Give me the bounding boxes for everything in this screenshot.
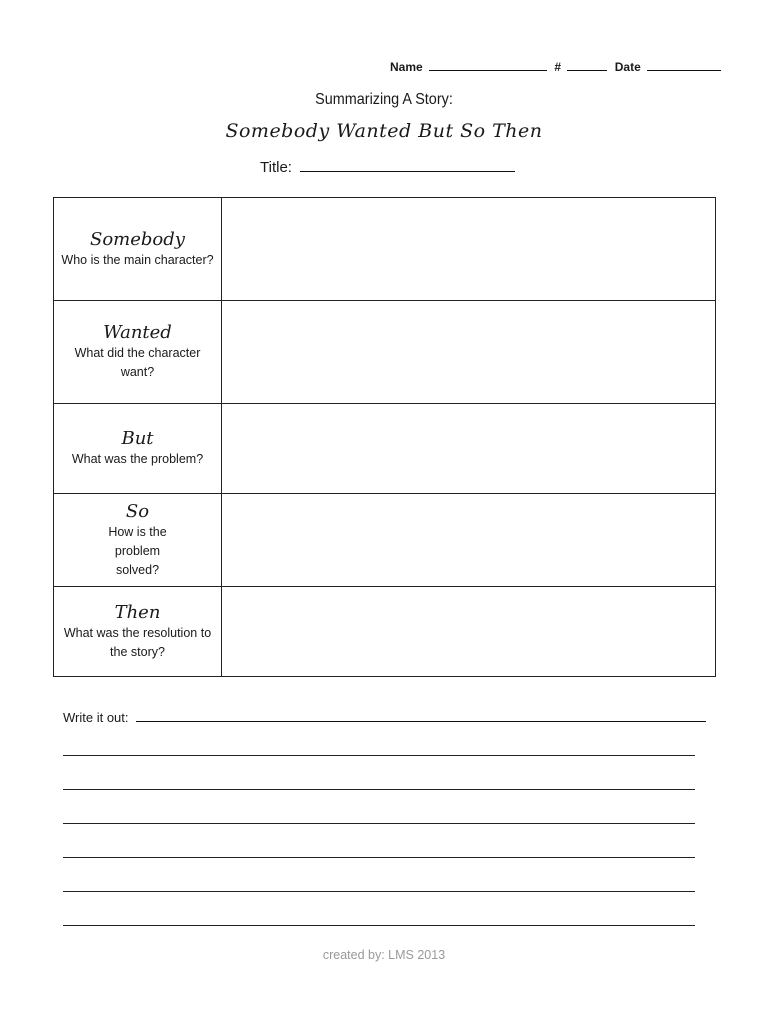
table-row (54, 301, 716, 404)
name-field[interactable] (429, 59, 547, 71)
table-row (54, 587, 716, 677)
row-question: What was the problem? (71, 452, 204, 466)
page-heading: Summarizing A Story: (315, 91, 453, 108)
answer-cell-so[interactable] (222, 494, 716, 587)
row-question: What was the resolution to the story? (63, 625, 212, 659)
row-question: How is the problem solved? (108, 524, 167, 577)
label-cell-somebody (54, 198, 222, 301)
row-script-label: So (125, 500, 150, 522)
writing-line[interactable] (63, 925, 695, 926)
header-fields (390, 59, 721, 74)
write-it-out-row (63, 709, 706, 725)
answer-cell-wanted[interactable] (222, 301, 716, 404)
write-it-out-label: Write it out: (63, 710, 129, 725)
row-question: What did the character want? (74, 346, 201, 379)
footer-credit: created by: LMS 2013 (322, 948, 446, 962)
number-field[interactable] (567, 59, 607, 71)
table-row (54, 494, 716, 587)
row-question: Who is the main character? (61, 252, 214, 267)
page-script-title: Somebody Wanted But So Then (225, 120, 543, 142)
label-cell-but (54, 404, 222, 494)
date-label: Date (614, 60, 641, 74)
title-label: Title: (260, 159, 292, 176)
answer-cell-then[interactable] (222, 587, 716, 677)
writing-line[interactable] (63, 857, 695, 858)
row-script-label: Then (114, 601, 161, 623)
label-cell-wanted (54, 301, 222, 404)
row-script-label: Wanted (103, 322, 172, 343)
number-label: # (554, 60, 562, 74)
name-label: Name (390, 60, 423, 74)
label-cell-then (54, 587, 222, 677)
writing-line[interactable] (63, 823, 695, 824)
writing-line[interactable] (63, 891, 695, 892)
answer-cell-but[interactable] (222, 404, 716, 494)
answer-cell-somebody[interactable] (222, 198, 716, 301)
row-script-label: Somebody (90, 228, 185, 250)
swbst-table (53, 197, 716, 677)
table-row (54, 404, 716, 494)
title-row (260, 158, 515, 176)
table-row (54, 198, 716, 301)
writing-line[interactable] (63, 755, 695, 756)
writing-line[interactable] (63, 789, 695, 790)
label-cell-so (54, 494, 222, 587)
write-it-out-field[interactable] (136, 709, 706, 722)
row-script-label: But (121, 428, 154, 449)
date-field[interactable] (647, 59, 721, 71)
title-field[interactable] (300, 158, 515, 172)
